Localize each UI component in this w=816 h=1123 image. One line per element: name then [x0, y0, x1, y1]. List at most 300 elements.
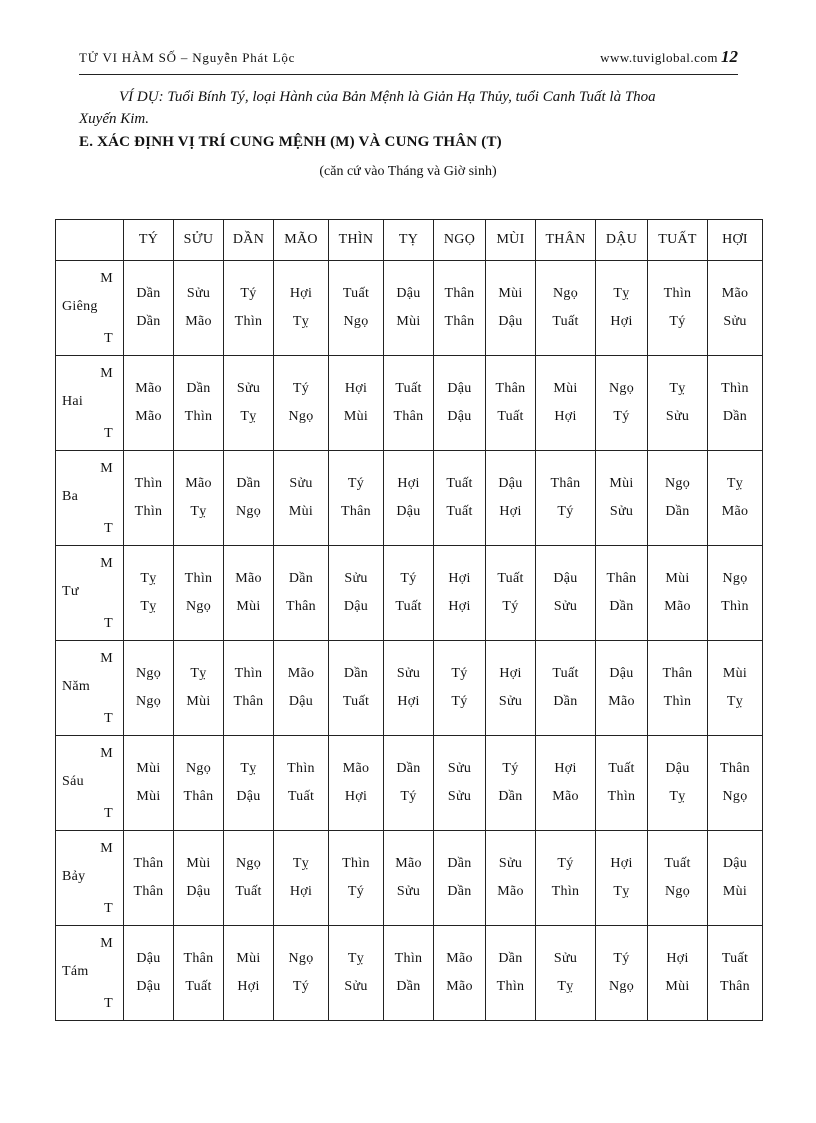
table-cell: [708, 261, 763, 356]
menh-value: Mão: [446, 951, 473, 966]
table-cell: [329, 451, 384, 546]
table-cell: [174, 451, 224, 546]
table-cell: [124, 356, 174, 451]
than-value: Dậu: [186, 884, 211, 899]
than-value: Hợi: [448, 599, 471, 614]
table-cell: [384, 926, 434, 1021]
menh-value: Dần: [343, 666, 369, 681]
menh-value: Dậu: [553, 571, 578, 586]
table-cell: [486, 926, 536, 1021]
menh-value: Tý: [347, 476, 365, 491]
than-value: Tý: [347, 884, 365, 899]
than-value: Mùi: [236, 599, 261, 614]
table-cell: [274, 546, 329, 641]
header-title: TỬ VI HÀM SỐ – Nguyễn Phát Lộc: [79, 50, 296, 65]
than-value: Tỵ: [140, 599, 157, 614]
table-cell: [224, 926, 274, 1021]
menh-value: Dần: [288, 571, 314, 586]
than-value: Tý: [400, 789, 417, 804]
menh-value: Ngọ: [608, 381, 634, 396]
menh-value: Tuất: [497, 571, 524, 586]
menh-value: Thân: [720, 761, 750, 776]
table-cell: [174, 261, 224, 356]
menh-value: Hợi: [554, 761, 577, 776]
menh-value: Tý: [400, 571, 417, 586]
than-value: Tuất: [395, 599, 422, 614]
than-value: Dần: [396, 979, 421, 994]
menh-value: Tuất: [608, 761, 635, 776]
page-number: 12: [721, 47, 738, 66]
table-row: [56, 641, 763, 736]
column-header: HỢI: [708, 220, 763, 261]
than-value: Sửu: [447, 789, 472, 804]
month-name: Tám: [62, 964, 89, 979]
example-line-1: VÍ DỤ: Tuổi Bính Tý, loại Hành của Bản Mệnh là Giản Hạ Thủy, tuổi Canh Tuất là Thoa: [119, 89, 656, 105]
table-cell: [434, 641, 486, 736]
column-header: TỴ: [384, 220, 434, 261]
than-value: Mão: [185, 314, 212, 329]
menh-value: Tỵ: [240, 761, 257, 776]
than-value: Tuất: [342, 694, 370, 709]
menh-value: Tuất: [721, 951, 749, 966]
menh-marker: M: [100, 746, 113, 761]
example-line-2: Xuyến Kim.: [79, 111, 149, 127]
table-cell: [486, 546, 536, 641]
menh-value: Hợi: [448, 571, 471, 586]
section-subtitle: (căn cứ vào Tháng và Giờ sinh): [319, 164, 497, 179]
month-name: Năm: [62, 679, 91, 694]
table-cell: [434, 261, 486, 356]
menh-value: Sửu: [553, 951, 578, 966]
menh-value: Tỵ: [140, 571, 157, 586]
table-cell: [274, 926, 329, 1021]
than-value: Thân: [341, 504, 371, 519]
menh-value: Tuất: [552, 666, 579, 681]
table-cell: [384, 641, 434, 736]
menh-value: Thìn: [394, 951, 423, 966]
than-value: Dần: [722, 409, 748, 424]
table-cell: [648, 736, 708, 831]
menh-value: Hợi: [289, 286, 313, 301]
table-cell: [329, 831, 384, 926]
table-cell: [174, 546, 224, 641]
table-cell: [124, 926, 174, 1021]
than-value: Mão: [497, 884, 524, 899]
table-cell: [174, 926, 224, 1021]
menh-value: Hợi: [666, 951, 689, 966]
than-value: Tỵ: [726, 694, 744, 709]
than-value: Thân: [393, 409, 424, 424]
than-marker: T: [104, 996, 113, 1011]
than-value: Tỵ: [613, 884, 630, 899]
than-value: Thân: [183, 789, 214, 804]
month-label-cell: [56, 736, 124, 831]
than-value: Mùi: [396, 314, 421, 329]
than-value: Sửu: [344, 979, 368, 994]
table-cell: [648, 926, 708, 1021]
than-value: Tý: [557, 504, 574, 519]
than-value: Ngọ: [235, 504, 261, 519]
than-value: Mão: [446, 979, 473, 994]
table-cell: [434, 736, 486, 831]
menh-value: Tỵ: [190, 666, 207, 681]
table-cell: [648, 261, 708, 356]
menh-value: Mùi: [236, 951, 261, 966]
than-value: Dần: [609, 599, 634, 614]
month-label-cell: [56, 261, 124, 356]
table-cell: [124, 641, 174, 736]
table-cell: [224, 451, 274, 546]
menh-value: Thân: [133, 856, 164, 871]
menh-value: Thân: [606, 571, 637, 586]
month-label-cell: [56, 451, 124, 546]
than-value: Tỵ: [240, 409, 257, 424]
than-value: Sửu: [665, 409, 690, 424]
table-row: [56, 736, 763, 831]
table-cell: [434, 546, 486, 641]
month-label-cell: [56, 546, 124, 641]
example-paragraph: [79, 86, 759, 130]
table-cell: [708, 356, 763, 451]
table-row: [56, 831, 763, 926]
menh-value: Dần: [236, 476, 261, 491]
menh-value: Dậu: [665, 761, 690, 776]
than-value: Tý: [613, 409, 630, 424]
than-value: Dậu: [396, 504, 421, 519]
header-website: www.tuviglobal.com: [600, 50, 718, 65]
menh-value: Tý: [240, 286, 257, 301]
menh-value: Dậu: [136, 951, 161, 966]
menh-value: Ngọ: [722, 571, 748, 586]
menh-value: Sửu: [498, 856, 523, 871]
column-header: DẬU: [596, 220, 648, 261]
month-label-cell: [56, 831, 124, 926]
than-value: Mão: [552, 789, 579, 804]
table-cell: [329, 736, 384, 831]
table-cell: [224, 356, 274, 451]
menh-marker: M: [100, 936, 113, 951]
table-cell: [708, 451, 763, 546]
menh-marker: M: [100, 556, 113, 571]
table-cell: [486, 641, 536, 736]
menh-value: Hợi: [344, 381, 368, 396]
than-value: Tỵ: [669, 789, 686, 804]
month-name: Tư: [62, 584, 79, 599]
corner-cell: [56, 220, 124, 261]
menh-value: Sửu: [289, 476, 313, 491]
table-cell: [536, 926, 596, 1021]
table-cell: [174, 641, 224, 736]
menh-value: Thân: [550, 476, 581, 491]
than-value: Dậu: [498, 314, 523, 329]
table-cell: [596, 356, 648, 451]
menh-value: Hợi: [397, 476, 420, 491]
than-value: Dần: [665, 504, 690, 519]
table-cell: [384, 451, 434, 546]
menh-value: Thân: [662, 666, 693, 681]
than-value: Tuất: [497, 409, 524, 424]
than-marker: T: [104, 806, 113, 821]
menh-value: Mão: [721, 286, 749, 301]
than-value: Mùi: [186, 694, 211, 709]
than-marker: T: [104, 616, 113, 631]
menh-value: Mùi: [722, 666, 748, 681]
than-marker: T: [104, 711, 113, 726]
table-cell: [224, 261, 274, 356]
table-cell: [384, 546, 434, 641]
than-value: Sửu: [723, 314, 747, 329]
table-cell: [274, 736, 329, 831]
than-value: Ngọ: [664, 884, 690, 899]
menh-value: Mùi: [665, 571, 690, 586]
than-value: Tỵ: [190, 504, 207, 519]
table-cell: [384, 356, 434, 451]
table-cell: [536, 451, 596, 546]
column-header: THÌN: [329, 220, 384, 261]
column-header: NGỌ: [434, 220, 486, 261]
table-cell: [596, 736, 648, 831]
table-cell: [708, 736, 763, 831]
than-value: Hợi: [344, 789, 368, 804]
month-name: Sáu: [62, 774, 84, 789]
than-value: Hợi: [554, 409, 577, 424]
table-cell: [274, 356, 329, 451]
page-header: [79, 47, 738, 72]
menh-value: Dần: [447, 856, 472, 871]
than-value: Dần: [447, 884, 472, 899]
menh-value: Thìn: [663, 286, 692, 301]
than-value: Mùi: [343, 409, 369, 424]
table-cell: [596, 546, 648, 641]
than-value: Tuất: [287, 789, 315, 804]
column-header: TUẤT: [648, 220, 708, 261]
menh-value: Tý: [557, 856, 574, 871]
table-cell: [708, 926, 763, 1021]
table-cell: [224, 736, 274, 831]
than-value: Tý: [502, 599, 519, 614]
menh-value: Tý: [292, 381, 310, 396]
column-header: TÝ: [124, 220, 174, 261]
than-value: Ngọ: [185, 599, 211, 614]
table-cell: [486, 831, 536, 926]
menh-value: Thân: [444, 286, 475, 301]
menh-value: Tỵ: [669, 381, 686, 396]
table-header-row: [56, 220, 763, 261]
than-value: Tuất: [552, 314, 579, 329]
than-marker: T: [104, 331, 113, 346]
month-name: Ba: [62, 489, 79, 504]
menh-value: Mùi: [186, 856, 211, 871]
table-cell: [124, 736, 174, 831]
menh-value: Hợi: [499, 666, 522, 681]
table-cell: [329, 546, 384, 641]
table-row: [56, 356, 763, 451]
than-value: Dậu: [288, 694, 314, 709]
than-value: Mão: [135, 409, 162, 424]
month-label-cell: [56, 926, 124, 1021]
menh-than-table: [55, 219, 763, 1021]
table-cell: [124, 546, 174, 641]
than-value: Thìn: [184, 409, 213, 424]
table-cell: [174, 356, 224, 451]
menh-value: Mão: [395, 856, 422, 871]
table-cell: [274, 451, 329, 546]
menh-value: Sửu: [186, 286, 211, 301]
than-value: Mùi: [665, 979, 690, 994]
table-cell: [434, 926, 486, 1021]
menh-value: Thìn: [134, 476, 163, 491]
than-value: Mão: [608, 694, 635, 709]
menh-value: Sửu: [344, 571, 368, 586]
than-value: Tý: [292, 979, 310, 994]
than-value: Tuất: [185, 979, 212, 994]
column-header: MÙI: [486, 220, 536, 261]
than-value: Thìn: [663, 694, 692, 709]
column-header: MÃO: [274, 220, 329, 261]
table-cell: [596, 451, 648, 546]
column-header: SỬU: [174, 220, 224, 261]
than-value: Hợi: [610, 314, 633, 329]
than-value: Mão: [664, 599, 691, 614]
menh-value: Sửu: [236, 381, 261, 396]
menh-value: Thìn: [287, 761, 315, 776]
menh-value: Sửu: [447, 761, 472, 776]
table-cell: [648, 451, 708, 546]
menh-value: Tỵ: [347, 951, 365, 966]
table-cell: [224, 546, 274, 641]
table-row: [56, 926, 763, 1021]
table-cell: [329, 261, 384, 356]
month-label-cell: [56, 641, 124, 736]
table-cell: [174, 831, 224, 926]
table-cell: [536, 736, 596, 831]
than-value: Dậu: [236, 789, 261, 804]
table-cell: [536, 831, 596, 926]
than-value: Tỵ: [557, 979, 574, 994]
than-value: Ngọ: [608, 979, 634, 994]
column-header: THÂN: [536, 220, 596, 261]
month-name: Giêng: [62, 299, 98, 314]
than-value: Mùi: [136, 789, 161, 804]
menh-value: Ngọ: [288, 951, 314, 966]
table-cell: [224, 641, 274, 736]
than-value: Hợi: [289, 884, 313, 899]
menh-value: Mão: [287, 666, 315, 681]
than-value: Tuất: [235, 884, 262, 899]
than-value: Mão: [721, 504, 749, 519]
menh-value: Dần: [186, 381, 211, 396]
than-value: Tý: [451, 694, 468, 709]
than-value: Hợi: [397, 694, 420, 709]
than-value: Thân: [444, 314, 475, 329]
than-value: Sửu: [609, 504, 634, 519]
than-value: Dần: [136, 314, 161, 329]
menh-marker: M: [100, 366, 113, 381]
table-cell: [596, 926, 648, 1021]
menh-value: Dần: [498, 951, 523, 966]
menh-value: Ngọ: [664, 476, 690, 491]
table-cell: [486, 356, 536, 451]
menh-value: Ngọ: [185, 761, 211, 776]
menh-value: Tý: [502, 761, 519, 776]
section-title: E. XÁC ĐỊNH VỊ TRÍ CUNG MỆNH (M) VÀ CUNG THÂN (T): [79, 134, 502, 150]
header-divider: [79, 74, 738, 75]
table-cell: [648, 356, 708, 451]
than-value: Thân: [233, 694, 264, 709]
menh-marker: M: [100, 651, 113, 666]
than-value: Thìn: [234, 314, 263, 329]
table-cell: [648, 831, 708, 926]
menh-value: Mão: [135, 381, 162, 396]
table-row: [56, 546, 763, 641]
menh-value: Tỵ: [613, 286, 630, 301]
than-value: Thân: [286, 599, 316, 614]
table-row: [56, 451, 763, 546]
menh-value: Mùi: [498, 286, 523, 301]
table-cell: [486, 451, 536, 546]
than-value: Sửu: [498, 694, 523, 709]
menh-value: Thân: [183, 951, 214, 966]
table-cell: [274, 261, 329, 356]
table-cell: [486, 736, 536, 831]
table-cell: [384, 261, 434, 356]
than-value: Tỵ: [292, 314, 310, 329]
table-cell: [384, 736, 434, 831]
menh-value: Tuất: [446, 476, 473, 491]
than-value: Dậu: [136, 979, 161, 994]
table-cell: [384, 831, 434, 926]
menh-value: Dậu: [609, 666, 634, 681]
month-label-cell: [56, 356, 124, 451]
than-value: Tý: [669, 314, 686, 329]
table-cell: [124, 261, 174, 356]
than-value: Sửu: [396, 884, 421, 899]
menh-marker: M: [100, 271, 113, 286]
menh-value: Thìn: [184, 571, 213, 586]
table-cell: [596, 641, 648, 736]
than-value: Thìn: [721, 599, 749, 614]
than-marker: T: [104, 521, 113, 536]
menh-value: Tuất: [395, 381, 422, 396]
menh-value: Mùi: [136, 761, 161, 776]
table-cell: [536, 261, 596, 356]
table-cell: [329, 641, 384, 736]
than-value: Mùi: [288, 504, 314, 519]
menh-value: Mão: [342, 761, 370, 776]
table-cell: [174, 736, 224, 831]
menh-value: Dần: [136, 286, 161, 301]
table-cell: [536, 641, 596, 736]
menh-value: Dần: [396, 761, 421, 776]
menh-value: Tuất: [342, 286, 370, 301]
menh-value: Thìn: [234, 666, 263, 681]
menh-value: Sửu: [396, 666, 421, 681]
than-value: Tuất: [446, 504, 473, 519]
menh-value: Mão: [185, 476, 212, 491]
table-cell: [124, 831, 174, 926]
menh-value: Dậu: [498, 476, 523, 491]
menh-value: Tý: [451, 666, 468, 681]
than-value: Dần: [553, 694, 578, 709]
than-value: Ngọ: [722, 789, 748, 804]
than-value: Thìn: [607, 789, 636, 804]
menh-value: Tỵ: [292, 856, 310, 871]
menh-value: Hợi: [610, 856, 633, 871]
table-cell: [648, 641, 708, 736]
menh-value: Ngọ: [552, 286, 578, 301]
table-cell: [708, 546, 763, 641]
menh-value: Tuất: [664, 856, 691, 871]
